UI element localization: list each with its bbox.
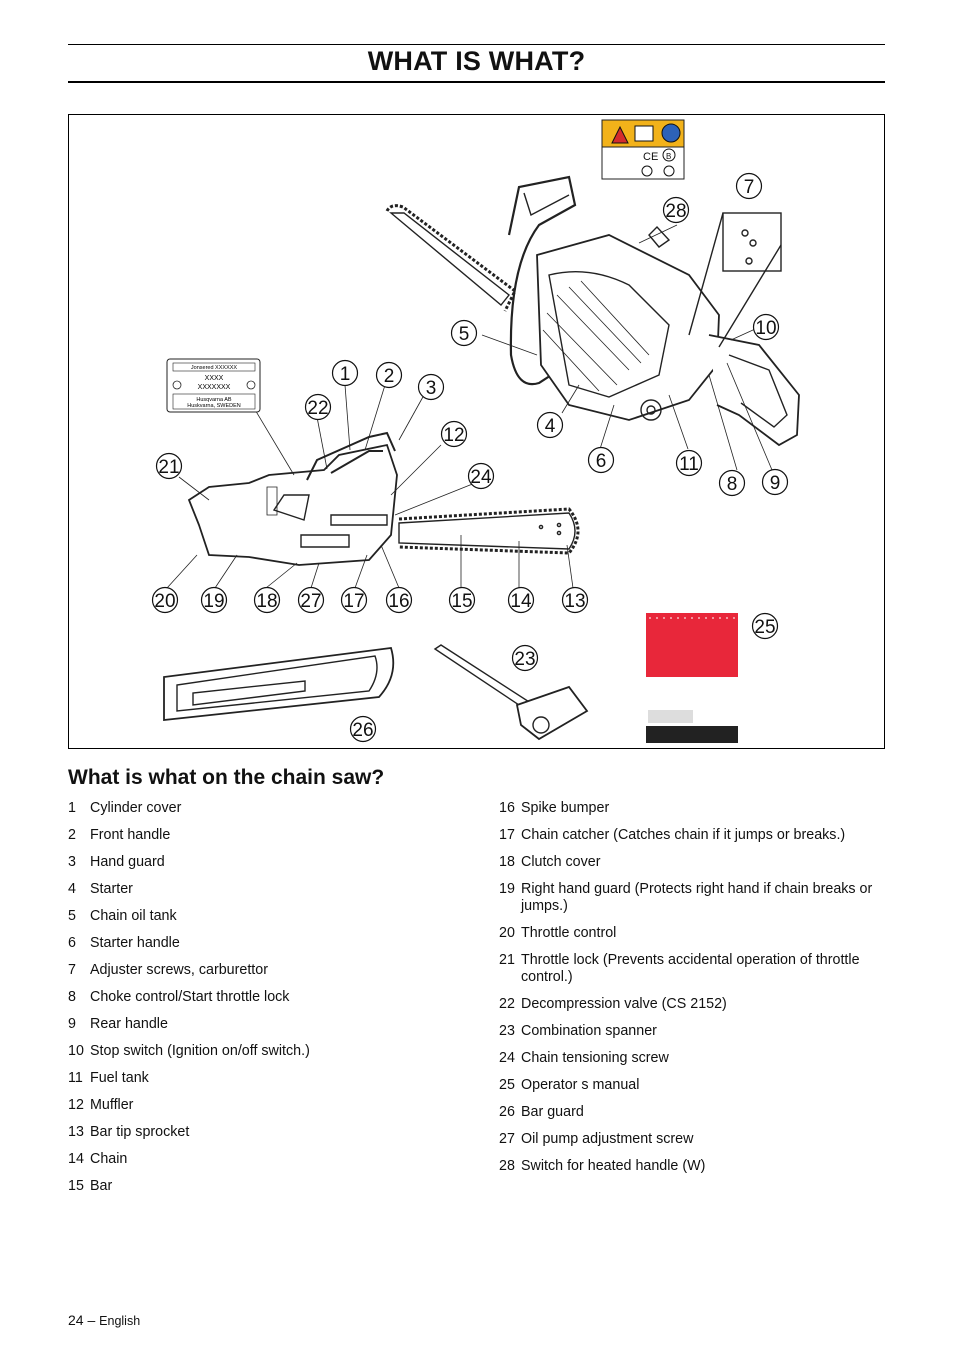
svg-text:13: 13 <box>564 591 586 612</box>
svg-text:21: 21 <box>158 457 180 478</box>
list-item <box>68 827 468 844</box>
svg-text:4: 4 <box>544 416 556 437</box>
svg-text:12: 12 <box>443 425 465 446</box>
item-label: Rear handle <box>90 1016 168 1032</box>
item-label: Muffler <box>90 1097 134 1113</box>
list-item <box>499 1023 884 1040</box>
callout-27 <box>299 588 324 613</box>
svg-text:27: 27 <box>300 591 322 612</box>
list-item <box>499 1158 884 1175</box>
svg-text:23: 23 <box>514 649 536 670</box>
list-item <box>68 1070 468 1087</box>
operators-manual <box>646 613 738 743</box>
list-item <box>68 908 468 925</box>
svg-text:25: 25 <box>754 617 776 638</box>
callout-15 <box>450 588 475 613</box>
list-item <box>499 854 884 871</box>
page-footer <box>68 1312 140 1328</box>
item-number: 9 <box>68 1016 76 1032</box>
list-item <box>68 1097 468 1114</box>
item-label: Bar <box>90 1178 113 1194</box>
svg-text:28: 28 <box>665 201 687 222</box>
svg-text:9: 9 <box>769 473 781 494</box>
svg-text:3: 3 <box>425 378 437 399</box>
item-number: 24 <box>499 1050 515 1066</box>
item-number: 10 <box>68 1043 84 1059</box>
item-number: 2 <box>68 827 76 843</box>
list-item <box>68 1124 468 1141</box>
callout-23 <box>513 646 538 671</box>
svg-text:22: 22 <box>307 398 329 419</box>
item-label: Right hand guard (Protects right hand if chain breaks or jumps.) <box>521 881 873 914</box>
list-item <box>499 996 884 1013</box>
svg-text:5: 5 <box>458 324 470 345</box>
item-number: 5 <box>68 908 76 924</box>
list-item <box>68 854 468 871</box>
b-mark: B <box>666 152 672 161</box>
list-item <box>68 1043 468 1060</box>
item-number: 20 <box>499 925 515 941</box>
item-number: 21 <box>499 952 515 968</box>
callout-22 <box>306 395 331 420</box>
callout-9 <box>763 470 788 495</box>
item-number: 27 <box>499 1131 515 1147</box>
callout-8 <box>720 471 745 496</box>
item-number: 18 <box>499 854 515 870</box>
item-number: 12 <box>68 1097 84 1113</box>
svg-text:17: 17 <box>343 591 365 612</box>
list-item <box>68 1016 468 1033</box>
list-item <box>499 1104 884 1121</box>
item-number: 15 <box>68 1178 84 1194</box>
list-item <box>499 952 884 986</box>
svg-text:8: 8 <box>726 474 738 495</box>
svg-text:19: 19 <box>203 591 225 612</box>
svg-text:18: 18 <box>256 591 278 612</box>
callout-20 <box>153 588 178 613</box>
item-number: 25 <box>499 1077 515 1093</box>
item-number: 6 <box>68 935 76 951</box>
item-number: 23 <box>499 1023 515 1039</box>
list-item <box>499 1050 884 1067</box>
list-item <box>68 1178 468 1195</box>
title-underline <box>68 81 885 83</box>
callout-24 <box>469 464 494 489</box>
section-title: What is what on the chain saw? <box>68 766 385 789</box>
list-item <box>499 1131 884 1148</box>
callout-26 <box>351 717 376 742</box>
svg-text:26: 26 <box>352 720 374 741</box>
footer-language: English <box>99 1314 141 1328</box>
rating-plate <box>167 359 260 412</box>
item-number: 8 <box>68 989 76 1005</box>
item-label: Bar tip sprocket <box>90 1124 190 1140</box>
warning-decal <box>602 120 684 179</box>
large-saw-rear-handle <box>709 335 799 445</box>
svg-text:24: 24 <box>470 467 492 488</box>
callout-1 <box>333 361 358 386</box>
item-number: 17 <box>499 827 515 843</box>
svg-text:16: 16 <box>388 591 410 612</box>
item-label: Decompression valve (CS 2152) <box>521 996 727 1012</box>
item-number: 13 <box>68 1124 84 1140</box>
list-item <box>68 989 468 1006</box>
svg-text:2: 2 <box>383 366 395 387</box>
item-label: Operator s manual <box>521 1077 640 1093</box>
item-number: 3 <box>68 854 76 870</box>
svg-text:20: 20 <box>154 591 176 612</box>
callout-14 <box>509 588 534 613</box>
callout-21 <box>157 454 182 479</box>
list-item <box>68 881 468 898</box>
plate-line-2: XXXX <box>204 375 224 382</box>
parts-list-left <box>68 800 468 1205</box>
item-number: 4 <box>68 881 76 897</box>
svg-text:7: 7 <box>743 177 755 198</box>
item-number: 28 <box>499 1158 515 1174</box>
svg-text:1: 1 <box>339 364 351 385</box>
item-label: Cylinder cover <box>90 800 182 816</box>
callout-6 <box>589 448 614 473</box>
callout-4 <box>538 413 563 438</box>
callout-25 <box>753 614 778 639</box>
item-number: 22 <box>499 996 515 1012</box>
large-saw-bar <box>391 213 509 305</box>
svg-text:11: 11 <box>679 454 699 475</box>
callout-7 <box>737 174 762 199</box>
item-label: Clutch cover <box>521 854 601 870</box>
item-number: 16 <box>499 800 515 816</box>
callout-2 <box>377 363 402 388</box>
item-label: Front handle <box>90 827 171 843</box>
item-label: Hand guard <box>90 854 165 870</box>
item-label: Bar guard <box>521 1104 584 1120</box>
callout-19 <box>202 588 227 613</box>
item-label: Fuel tank <box>90 1070 149 1086</box>
item-number: 19 <box>499 881 515 897</box>
item-label: Oil pump adjustment screw <box>521 1131 694 1147</box>
page-number: 24 <box>68 1312 84 1328</box>
item-number: 11 <box>68 1070 83 1086</box>
list-item <box>68 935 468 952</box>
item-label: Chain catcher (Catches chain if it jumps or breaks.) <box>521 827 846 843</box>
page-title: WHAT IS WHAT? <box>367 46 586 76</box>
list-item <box>68 800 468 817</box>
footer-separator: – <box>87 1312 96 1328</box>
svg-text:15: 15 <box>451 591 473 612</box>
callout-10 <box>754 315 779 340</box>
item-label: Spike bumper <box>521 800 610 816</box>
item-label: Adjuster screws, carburettor <box>90 962 268 978</box>
item-label: Chain oil tank <box>90 908 177 924</box>
list-item <box>499 800 884 817</box>
callout-5 <box>452 321 477 346</box>
svg-text:6: 6 <box>595 451 607 472</box>
item-label: Choke control/Start throttle lock <box>90 989 290 1005</box>
item-number: 7 <box>68 962 76 978</box>
svg-text:10: 10 <box>755 318 777 339</box>
chainsaw-diagram <box>69 115 884 748</box>
list-item <box>68 962 468 979</box>
callout-16 <box>387 588 412 613</box>
item-number: 1 <box>68 800 76 816</box>
chainsaw-figure <box>68 114 885 749</box>
list-item <box>499 1077 884 1094</box>
plate-line-3: XXXXXXX <box>197 384 231 391</box>
plate-line-5: Huskvarna, SWEDEN <box>187 403 241 409</box>
item-number: 14 <box>68 1151 84 1167</box>
svg-text:14: 14 <box>510 591 532 612</box>
list-item <box>68 1151 468 1168</box>
ce-mark: CE <box>643 151 659 163</box>
item-label: Stop switch (Ignition on/off switch.) <box>90 1043 310 1059</box>
small-saw-body <box>189 445 397 565</box>
plate-line-4: Husqvarna AB <box>196 397 232 403</box>
item-label: Chain <box>90 1151 128 1167</box>
plate-line-1: Jonsered XXXXXX <box>190 365 238 371</box>
item-label: Chain tensioning screw <box>521 1050 669 1066</box>
callout-3 <box>419 375 444 400</box>
parts-list-right <box>499 800 884 1185</box>
item-label: Starter handle <box>90 935 180 951</box>
list-item <box>499 925 884 942</box>
item-label: Switch for heated handle (W) <box>521 1158 706 1174</box>
callout-18 <box>255 588 280 613</box>
callout-13 <box>563 588 588 613</box>
item-label: Starter <box>90 881 133 897</box>
callout-28 <box>664 198 689 223</box>
item-label: Throttle lock (Prevents accidental operation of throttle control.) <box>521 952 860 985</box>
list-item <box>499 827 884 844</box>
top-rule <box>68 44 885 45</box>
callout-12 <box>442 422 467 447</box>
item-number: 26 <box>499 1104 515 1120</box>
callout-17 <box>342 588 367 613</box>
callout-11 <box>677 451 702 476</box>
item-label: Throttle control <box>521 925 617 941</box>
item-label: Combination spanner <box>521 1023 657 1039</box>
list-item <box>499 881 884 915</box>
